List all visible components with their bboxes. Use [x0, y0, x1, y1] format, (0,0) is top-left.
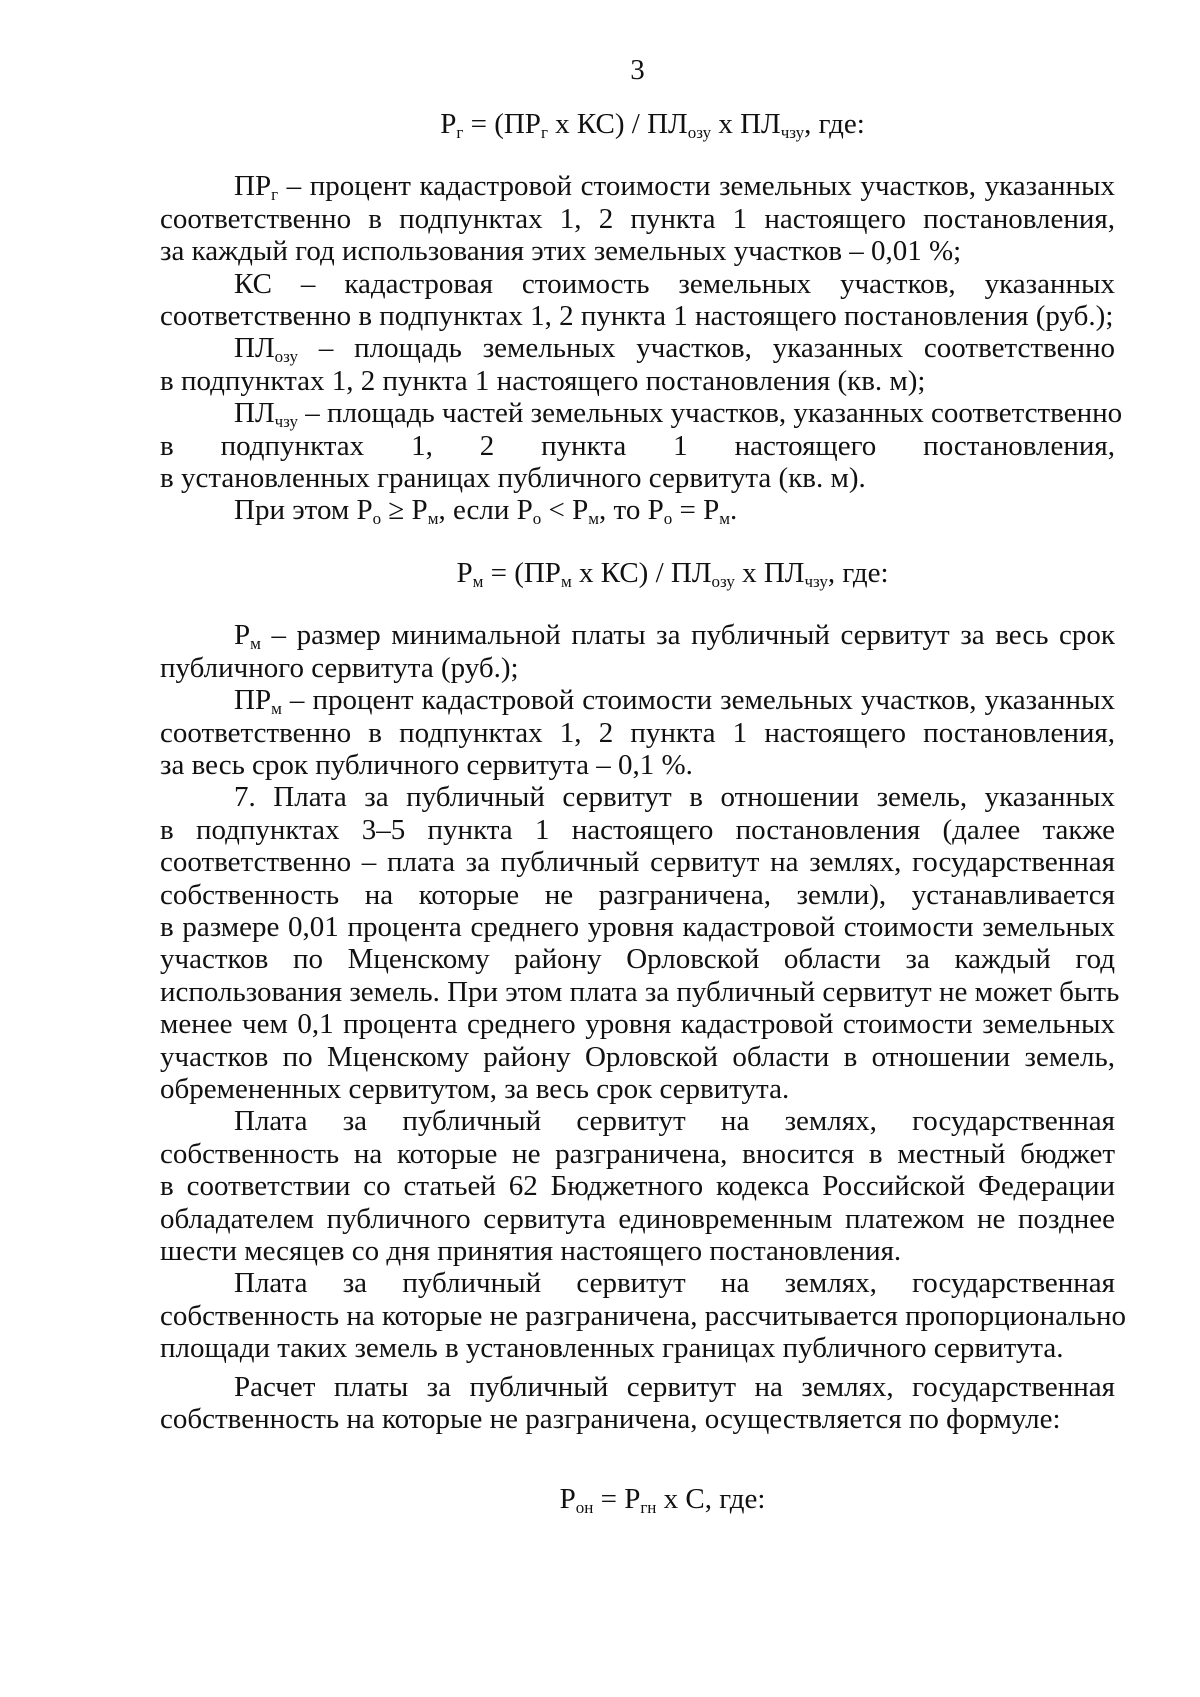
- formula-text: Р: [440, 108, 457, 140]
- formula-subscript: он: [575, 1498, 594, 1518]
- subscript: г: [271, 185, 279, 205]
- text-line: площади таких земель в установленных границах публичного сервитута.: [160, 1332, 1064, 1365]
- subscript: о: [663, 509, 673, 529]
- text-line: в соответствии со статьей 62 Бюджетного кодекса Российской Федерации: [160, 1170, 1115, 1203]
- formula-text: = (ПР: [463, 108, 541, 140]
- formula-subscript: г: [456, 123, 464, 142]
- formula-unallocated-fee: [160, 1483, 1115, 1518]
- text-line: в подпунктах 3–5 пункта 1 настоящего постановления (далее также: [160, 813, 1115, 846]
- formula-minimum-fee: [160, 557, 1115, 589]
- formula-subscript: озу: [687, 123, 712, 142]
- text-span: , то Р: [599, 494, 664, 527]
- definition-p-min: [160, 619, 1115, 684]
- text-span: ПР: [234, 170, 272, 203]
- formula-text: х С, где:: [656, 1483, 766, 1516]
- text-line: участков по Мценскому району Орловской области за каждый год: [160, 943, 1115, 976]
- text-span: .: [729, 494, 738, 527]
- text-span: – размер минимальной платы за публичный сервитут за весь срок: [260, 619, 1115, 652]
- text-line: [160, 332, 1115, 367]
- text-line: соответственно – плата за публичный сервитут на землях, государственная: [160, 846, 1115, 879]
- text-span: Р: [234, 619, 251, 652]
- text-line: Плата за публичный сервитут на землях, государственная: [234, 1267, 1115, 1300]
- text-span: < Р: [541, 494, 589, 527]
- definition-pl-ozu: [160, 332, 1115, 397]
- text-span: = Р: [672, 494, 720, 527]
- subscript: м: [271, 699, 282, 719]
- text-line: соответственно в подпунктах 1, 2 пункта 1 настоящего постановления,: [160, 716, 1115, 749]
- subscript: м: [588, 509, 600, 529]
- text-line: [160, 619, 1115, 654]
- text-line: собственность на которые не разграничена, земли), устанавливается: [160, 878, 1115, 911]
- text-line: участков по Мценскому району Орловской области в отношении земель,: [160, 1040, 1115, 1073]
- text-span: , если Р: [438, 494, 533, 527]
- text-span: ПЛ: [234, 332, 275, 365]
- formula-text: х ПЛ: [711, 108, 781, 140]
- text-line: [160, 170, 1115, 205]
- text-span: ПЛ: [234, 397, 275, 430]
- text-span: При этом Р: [234, 494, 373, 527]
- paragraph-item-7: [160, 781, 1120, 1105]
- text-line: собственность на которые не разграничена, рассчитывается пропорционально: [160, 1299, 1127, 1332]
- formula-text: = Р: [593, 1483, 641, 1516]
- text-line: Расчет платы за публичный сервитут на землях, государственная: [234, 1370, 1115, 1403]
- text-line: собственность на которые не разграничена, осуществляется по формуле:: [160, 1403, 1061, 1436]
- formula-subscript: гн: [640, 1498, 657, 1518]
- text-span: – процент кадастровой стоимости земельных участков, указанных: [278, 170, 1115, 203]
- text-line: КС – кадастровая стоимость земельных участков, указанных: [234, 267, 1115, 300]
- text-span: ≥ Р: [381, 494, 428, 527]
- condition-minimum: [160, 494, 1115, 529]
- text-line: шести месяцев со дня принятия настоящего постановления.: [160, 1235, 902, 1267]
- document-body: [160, 108, 1127, 1518]
- formula-text: , где:: [827, 556, 889, 589]
- formula-subscript: м: [560, 571, 572, 591]
- formula-text: Р: [559, 1483, 576, 1516]
- page-number: 3: [630, 54, 645, 86]
- formula-subscript: м: [472, 571, 484, 591]
- subscript: м: [719, 509, 730, 529]
- paragraph-proportional: [160, 1267, 1127, 1365]
- subscript: о: [532, 509, 542, 529]
- formula-annual-fee: [160, 108, 1115, 140]
- formula-subscript: озу: [711, 571, 735, 591]
- definition-ks: [160, 268, 1115, 333]
- formula-text: , где:: [804, 108, 865, 140]
- subscript: озу: [274, 347, 298, 367]
- subscript: чзу: [274, 412, 299, 432]
- text-line: соответственно в подпунктах 1, 2 пункта 1 настоящего постановления (руб.);: [160, 300, 1114, 333]
- text-line: собственность на которые не разграничена, вносится в местный бюджет: [160, 1137, 1115, 1170]
- text-span: ПР: [234, 684, 272, 717]
- paragraph-budget-payment: [160, 1105, 1115, 1267]
- text-line: Плата за публичный сервитут на землях, государственная: [234, 1105, 1115, 1138]
- formula-text: х ПЛ: [734, 556, 805, 589]
- formula-text: Р: [456, 556, 473, 589]
- text-line: в подпунктах 1, 2 пункта 1 настоящего постановления,: [160, 429, 1115, 462]
- text-span: – площадь частей земельных участков, указанных соответственно: [298, 397, 1123, 430]
- text-line: в размере 0,01 процента среднего уровня кадастровой стоимости земельных: [160, 910, 1115, 943]
- text-line: обремененных сервитутом, за весь срок сервитута.: [160, 1072, 790, 1105]
- text-line: за каждый год использования этих земельных участков – 0,01 %;: [160, 235, 962, 268]
- text-line: [160, 397, 1123, 432]
- text-line: обладателем публичного сервитута единовременным платежом не позднее: [160, 1202, 1115, 1235]
- text-line: публичного сервитута (руб.);: [160, 651, 519, 684]
- subscript: о: [372, 509, 382, 529]
- definition-pr-annual: [160, 170, 1115, 267]
- text-line: соответственно в подпунктах 1, 2 пункта 1 настоящего постановления,: [160, 202, 1115, 235]
- subscript: м: [427, 509, 439, 529]
- text-span: – площадь земельных участков, указанных соответственно: [297, 332, 1115, 365]
- formula-subscript: г: [540, 123, 548, 142]
- text-line: за весь срок публичного сервитута – 0,1 %.: [160, 748, 693, 781]
- formula-text: х КС) / ПЛ: [571, 556, 712, 589]
- text-line: менее чем 0,1 процента среднего уровня кадастровой стоимости земельных: [160, 1008, 1115, 1041]
- text-span: – процент кадастровой стоимости земельных участков, указанных: [281, 684, 1115, 717]
- text-line: в установленных границах публичного сервитута (кв. м).: [160, 462, 866, 495]
- subscript: м: [250, 634, 261, 654]
- text-line: [160, 494, 1115, 529]
- text-line: использования земель. При этом плата за публичный сервитут не может быть: [160, 975, 1120, 1008]
- formula-text: = (ПР: [483, 556, 561, 589]
- formula-subscript: чзу: [780, 123, 805, 142]
- definition-pr-min: [160, 684, 1115, 781]
- paragraph-calculation: [160, 1371, 1115, 1436]
- text-line: в подпунктах 1, 2 пункта 1 настоящего постановления (кв. м);: [160, 364, 926, 397]
- formula-text: х КС) / ПЛ: [547, 108, 688, 140]
- definition-pl-chzu: [160, 397, 1123, 495]
- text-line: [160, 684, 1115, 719]
- text-line: 7. Плата за публичный сервитут в отношении земель, указанных: [234, 781, 1115, 814]
- formula-subscript: чзу: [804, 571, 828, 591]
